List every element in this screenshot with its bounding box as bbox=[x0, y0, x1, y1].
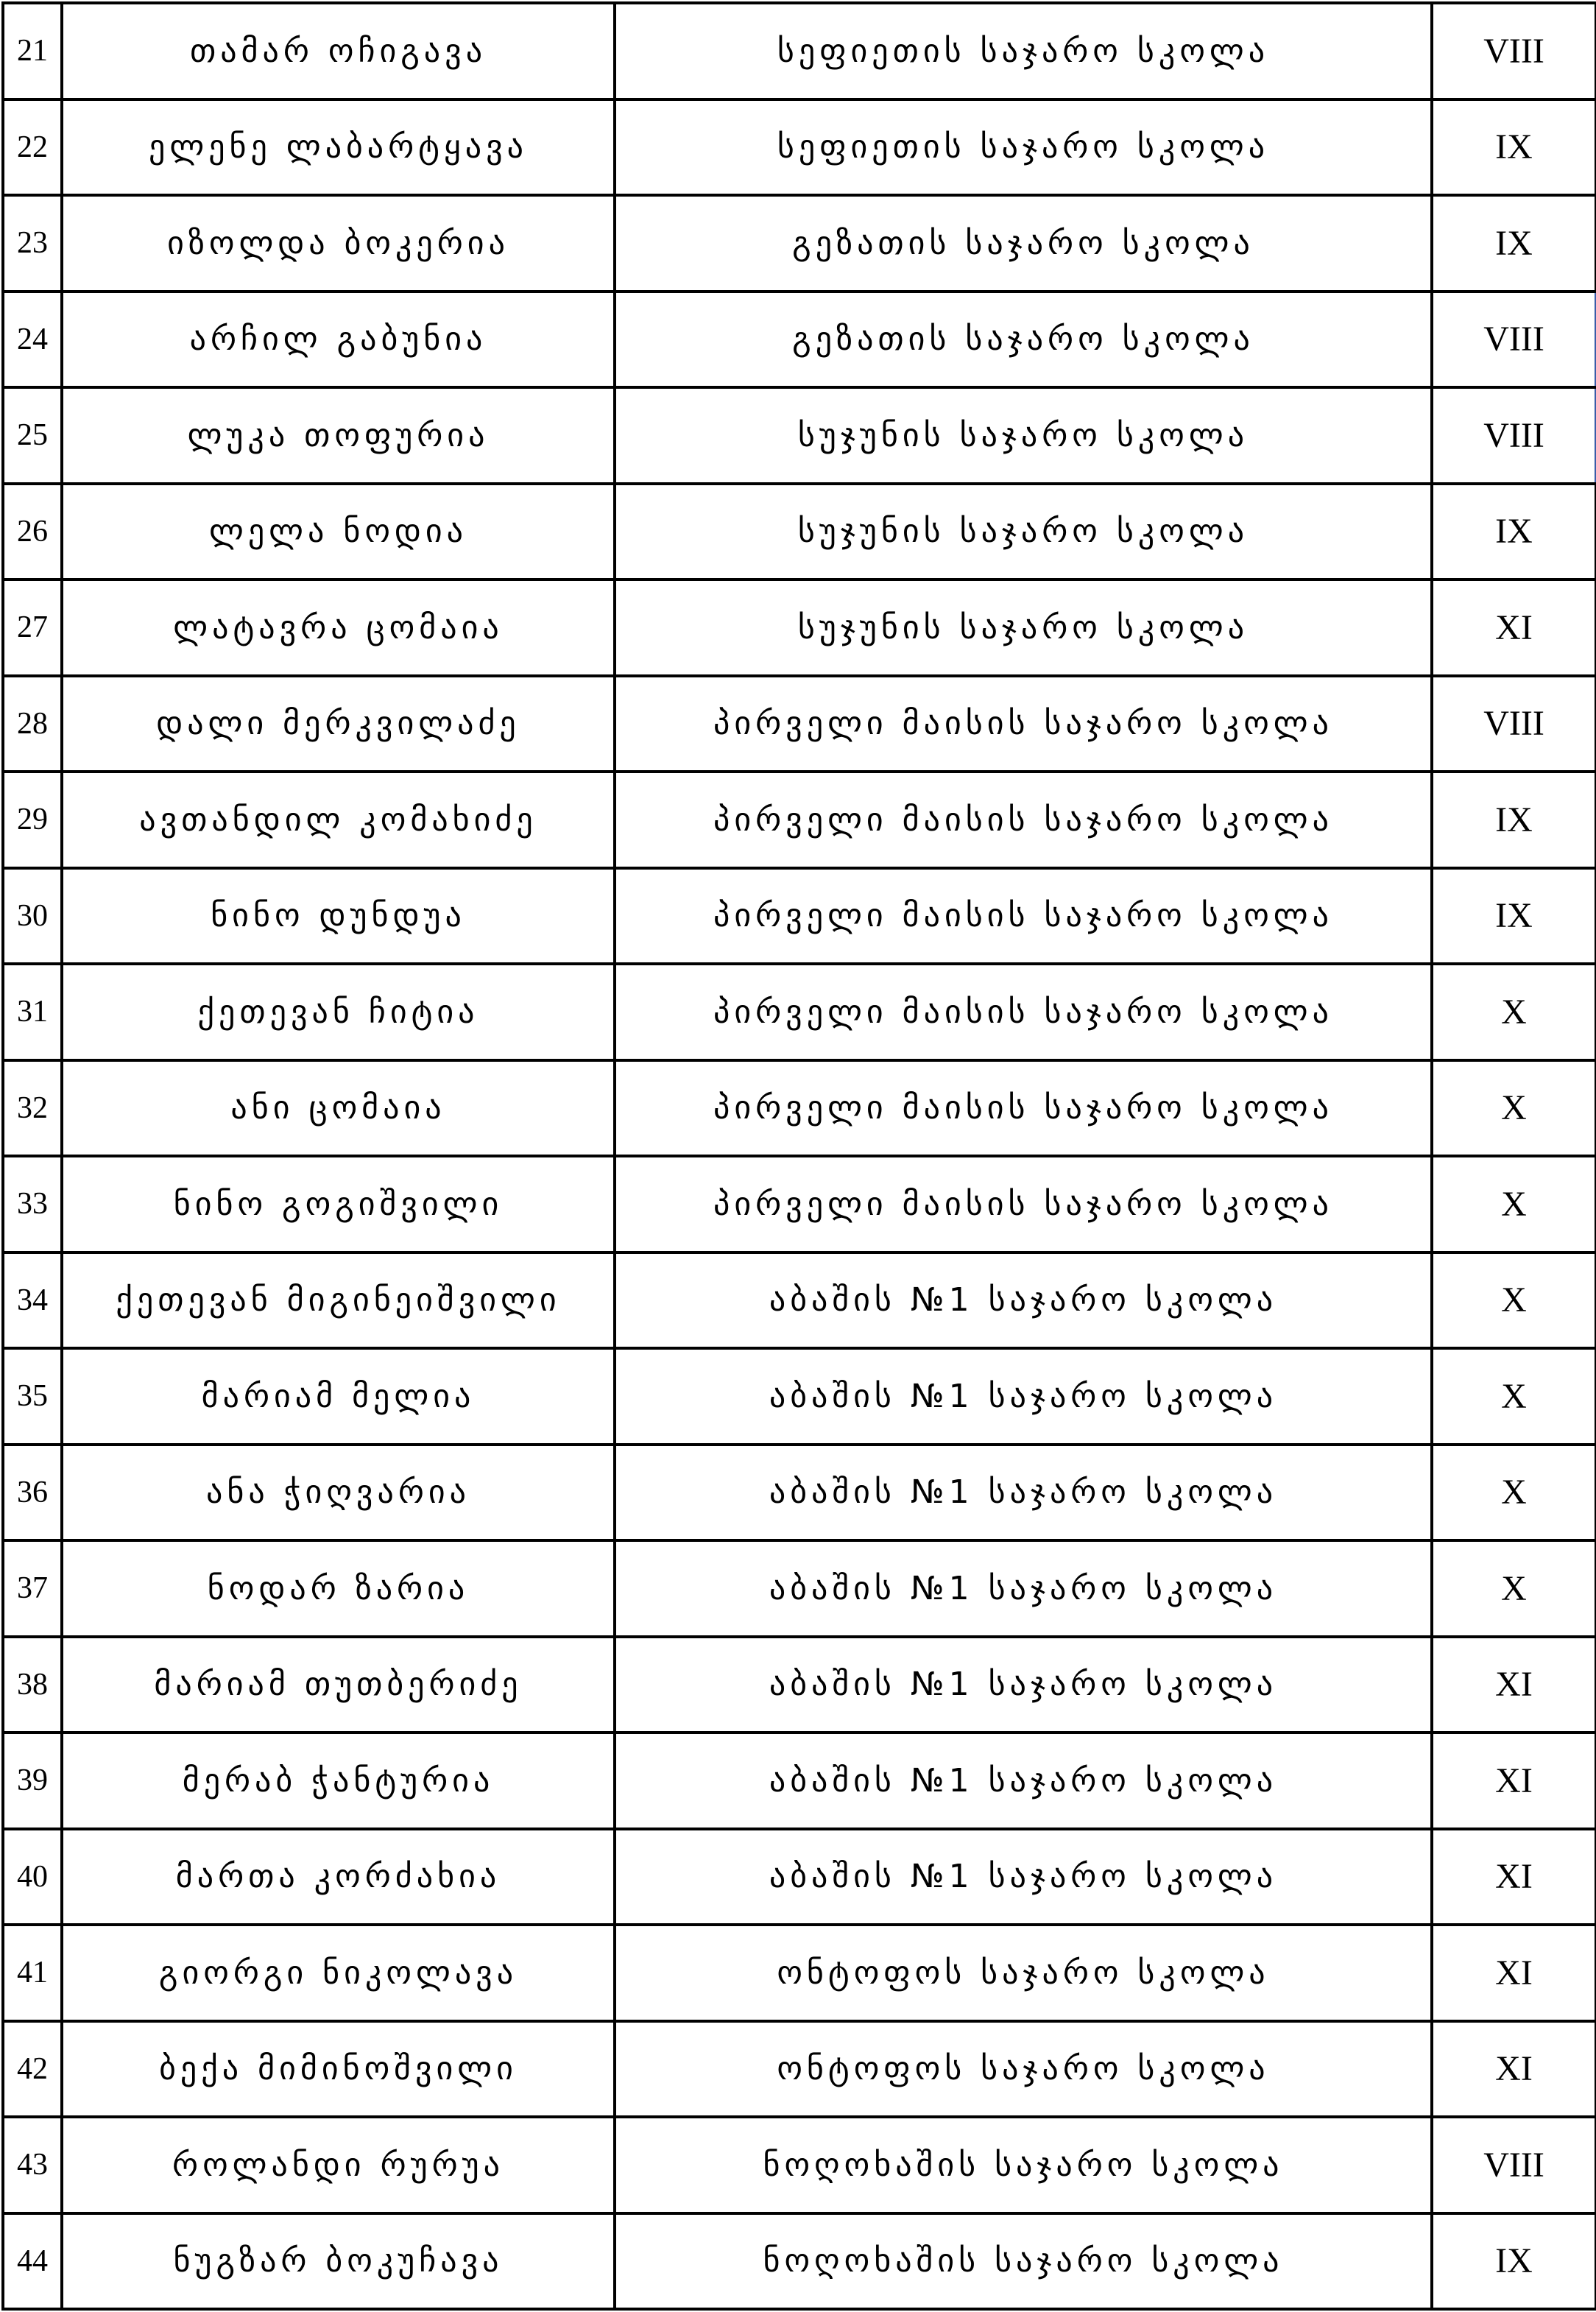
row-number: 21 bbox=[3, 3, 62, 99]
grade: VIII bbox=[1432, 292, 1596, 388]
student-name: ანა ჭიღვარია bbox=[62, 1445, 615, 1541]
table-row bbox=[3, 1252, 1596, 1349]
table-row bbox=[3, 772, 1596, 868]
student-name: ანი ცომაია bbox=[62, 1060, 615, 1157]
row-number: 29 bbox=[3, 772, 62, 868]
row-number: 41 bbox=[3, 1925, 62, 2021]
row-number: 35 bbox=[3, 1348, 62, 1445]
table-row bbox=[3, 1637, 1596, 1733]
grade: XI bbox=[1432, 1637, 1596, 1733]
school-name: პირველი მაისის საჯარო სკოლა bbox=[615, 1156, 1432, 1252]
school-name: სუჯუნის საჯარო სკოლა bbox=[615, 579, 1432, 676]
row-number: 38 bbox=[3, 1637, 62, 1733]
student-name: ლატავრა ცომაია bbox=[62, 579, 615, 676]
table-row bbox=[3, 1348, 1596, 1445]
grade: X bbox=[1432, 1540, 1596, 1637]
grade: XI bbox=[1432, 1733, 1596, 1829]
grade: X bbox=[1432, 1348, 1596, 1445]
grade: VIII bbox=[1432, 3, 1596, 99]
student-name: ნუგზარ ბოკუჩავა bbox=[62, 2213, 615, 2310]
student-name: მართა კორძახია bbox=[62, 1829, 615, 1925]
grade: X bbox=[1432, 1156, 1596, 1252]
row-number: 39 bbox=[3, 1733, 62, 1829]
row-number: 43 bbox=[3, 2117, 62, 2213]
school-name: ნოღოხაშის საჯარო სკოლა bbox=[615, 2213, 1432, 2310]
row-number: 32 bbox=[3, 1060, 62, 1157]
row-number: 30 bbox=[3, 868, 62, 965]
grade: X bbox=[1432, 964, 1596, 1060]
row-number: 24 bbox=[3, 292, 62, 388]
school-name: სუჯუნის საჯარო სკოლა bbox=[615, 484, 1432, 580]
grade: VIII bbox=[1432, 387, 1596, 484]
school-name: აბაშის №1 საჯარო სკოლა bbox=[615, 1829, 1432, 1925]
student-name: იზოლდა ბოკერია bbox=[62, 195, 615, 292]
student-name: ლელა ნოდია bbox=[62, 484, 615, 580]
table-row bbox=[3, 1060, 1596, 1157]
grade: IX bbox=[1432, 484, 1596, 580]
school-name: გეზათის საჯარო სკოლა bbox=[615, 195, 1432, 292]
grade: VIII bbox=[1432, 2117, 1596, 2213]
row-number: 26 bbox=[3, 484, 62, 580]
school-name: სეფიეთის საჯარო სკოლა bbox=[615, 3, 1432, 99]
grade: IX bbox=[1432, 195, 1596, 292]
student-name: როლანდი რურუა bbox=[62, 2117, 615, 2213]
grade: IX bbox=[1432, 99, 1596, 196]
table-row bbox=[3, 1925, 1596, 2021]
row-number: 22 bbox=[3, 99, 62, 196]
row-number: 25 bbox=[3, 387, 62, 484]
student-name: თამარ ოჩიგავა bbox=[62, 3, 615, 99]
school-name: ონტოფოს საჯარო სკოლა bbox=[615, 2021, 1432, 2118]
school-name: აბაშის №1 საჯარო სკოლა bbox=[615, 1348, 1432, 1445]
table-row bbox=[3, 99, 1596, 196]
row-number: 33 bbox=[3, 1156, 62, 1252]
grade: XI bbox=[1432, 579, 1596, 676]
student-name: მარიამ თუთბერიძე bbox=[62, 1637, 615, 1733]
student-name: არჩილ გაბუნია bbox=[62, 292, 615, 388]
school-name: გეზათის საჯარო სკოლა bbox=[615, 292, 1432, 388]
student-name: მერაბ ჭანტურია bbox=[62, 1733, 615, 1829]
school-name: აბაშის №1 საჯარო სკოლა bbox=[615, 1733, 1432, 1829]
grade: XI bbox=[1432, 2021, 1596, 2118]
student-table-body bbox=[3, 3, 1596, 2309]
student-name: ქეთევან მიგინეიშვილი bbox=[62, 1252, 615, 1349]
student-name: ნინო გოგიშვილი bbox=[62, 1156, 615, 1252]
student-name: ბექა მიმინოშვილი bbox=[62, 2021, 615, 2118]
student-name: მარიამ მელია bbox=[62, 1348, 615, 1445]
school-name: პირველი მაისის საჯარო სკოლა bbox=[615, 868, 1432, 965]
table-row bbox=[3, 1540, 1596, 1637]
row-number: 42 bbox=[3, 2021, 62, 2118]
row-number: 28 bbox=[3, 676, 62, 772]
school-name: აბაშის №1 საჯარო სკოლა bbox=[615, 1252, 1432, 1349]
table-row bbox=[3, 2117, 1596, 2213]
table-row bbox=[3, 3, 1596, 99]
table-row bbox=[3, 1445, 1596, 1541]
student-name: დალი მერკვილაძე bbox=[62, 676, 615, 772]
row-number: 27 bbox=[3, 579, 62, 676]
table-row bbox=[3, 387, 1596, 484]
row-number: 23 bbox=[3, 195, 62, 292]
student-table bbox=[1, 1, 1596, 2311]
school-name: აბაშის №1 საჯარო სკოლა bbox=[615, 1637, 1432, 1733]
student-name: ქეთევან ჩიტია bbox=[62, 964, 615, 1060]
row-number: 36 bbox=[3, 1445, 62, 1541]
school-name: აბაშის №1 საჯარო სკოლა bbox=[615, 1540, 1432, 1637]
row-number: 37 bbox=[3, 1540, 62, 1637]
row-number: 31 bbox=[3, 964, 62, 1060]
grade: XI bbox=[1432, 1925, 1596, 2021]
table-row bbox=[3, 868, 1596, 965]
table-row bbox=[3, 1156, 1596, 1252]
table-row bbox=[3, 2213, 1596, 2310]
table-row bbox=[3, 2021, 1596, 2118]
student-name: ნოდარ ზარია bbox=[62, 1540, 615, 1637]
grade: IX bbox=[1432, 2213, 1596, 2310]
row-number: 34 bbox=[3, 1252, 62, 1349]
student-name: ელენე ლაბარტყავა bbox=[62, 99, 615, 196]
student-name: ნინო დუნდუა bbox=[62, 868, 615, 965]
school-name: პირველი მაისის საჯარო სკოლა bbox=[615, 676, 1432, 772]
grade: IX bbox=[1432, 868, 1596, 965]
grade: X bbox=[1432, 1252, 1596, 1349]
school-name: პირველი მაისის საჯარო სკოლა bbox=[615, 772, 1432, 868]
grade: X bbox=[1432, 1445, 1596, 1541]
table-row bbox=[3, 676, 1596, 772]
school-name: სუჯუნის საჯარო სკოლა bbox=[615, 387, 1432, 484]
row-number: 44 bbox=[3, 2213, 62, 2310]
grade: XI bbox=[1432, 1829, 1596, 1925]
school-name: პირველი მაისის საჯარო სკოლა bbox=[615, 1060, 1432, 1157]
school-name: ნოღოხაშის საჯარო სკოლა bbox=[615, 2117, 1432, 2213]
school-name: აბაშის №1 საჯარო სკოლა bbox=[615, 1445, 1432, 1541]
row-number: 40 bbox=[3, 1829, 62, 1925]
student-name: ავთანდილ კომახიძე bbox=[62, 772, 615, 868]
table-row bbox=[3, 964, 1596, 1060]
school-name: ონტოფოს საჯარო სკოლა bbox=[615, 1925, 1432, 2021]
school-name: პირველი მაისის საჯარო სკოლა bbox=[615, 964, 1432, 1060]
school-name: სეფიეთის საჯარო სკოლა bbox=[615, 99, 1432, 196]
grade: VIII bbox=[1432, 676, 1596, 772]
table-row bbox=[3, 292, 1596, 388]
table-row bbox=[3, 1733, 1596, 1829]
table-row bbox=[3, 195, 1596, 292]
grade: IX bbox=[1432, 772, 1596, 868]
grade: X bbox=[1432, 1060, 1596, 1157]
table-row bbox=[3, 484, 1596, 580]
student-name: ლუკა თოფურია bbox=[62, 387, 615, 484]
table-row bbox=[3, 579, 1596, 676]
student-name: გიორგი ნიკოლავა bbox=[62, 1925, 615, 2021]
table-row bbox=[3, 1829, 1596, 1925]
